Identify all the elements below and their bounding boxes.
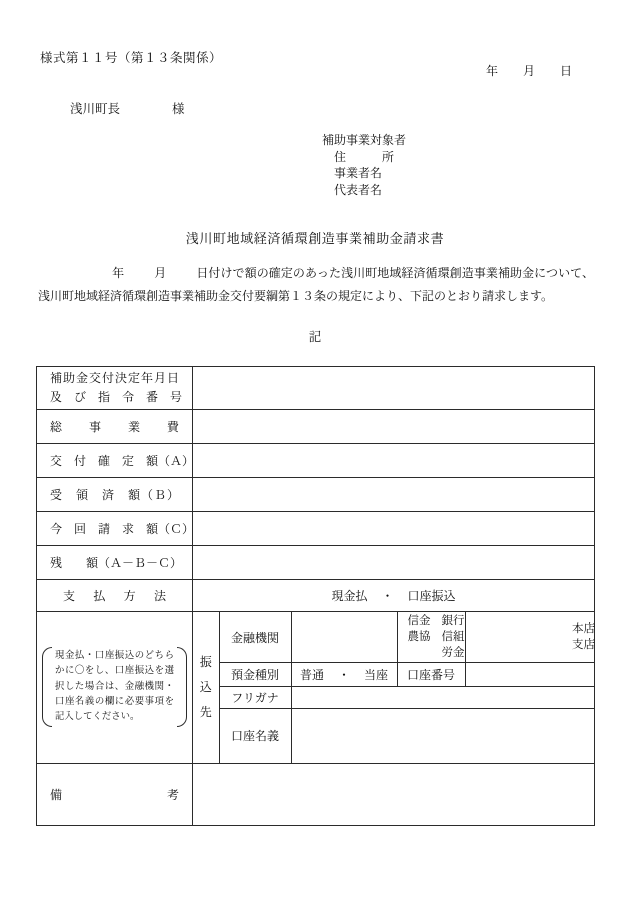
row-label-decision-date: 補助金交付決定年月日 及 び 指 令 番 号 <box>37 367 193 410</box>
row-label-remarks: 備 考 <box>37 763 193 825</box>
furigana-input[interactable] <box>291 687 595 709</box>
addressee-line <box>70 99 185 117</box>
addressee-name: 浅川町長 <box>70 102 121 116</box>
row-value-total-project-cost[interactable] <box>193 410 595 444</box>
body-line-2: 川町地域経済循環創造事業補助金交付要綱第１３条の規定により、下記のとおり請求します。 <box>50 289 554 303</box>
row-value-confirmed-amount-a[interactable] <box>193 444 595 478</box>
bank-type-shinkumi[interactable]: 信組 <box>441 631 465 643</box>
transfer-vertical-label: 振 込 先 <box>193 612 219 763</box>
date-day-label: 日 <box>560 64 573 78</box>
row-value-received-amount-b[interactable] <box>193 478 595 512</box>
body-line-1: 日付けで額の確定のあった浅川町地域経済循環創造事業補助金について、浅 <box>38 266 594 303</box>
body-month-label: 月 <box>154 266 167 280</box>
bank-branch-sub[interactable]: 支店 <box>572 639 595 651</box>
account-name-input[interactable] <box>291 709 595 763</box>
deposit-type-row <box>193 663 595 687</box>
date-line <box>486 62 572 79</box>
date-year-label: 年 <box>486 64 499 78</box>
transfer-details-cell <box>193 612 595 764</box>
table-row <box>37 546 595 580</box>
table-row <box>37 367 595 410</box>
payment-option-transfer[interactable]: 口座振込 <box>407 589 456 603</box>
row-label-received-amount-b: 受 領 済 額（Ｂ） <box>37 478 193 512</box>
furigana-row <box>193 687 595 709</box>
bank-type-rokin[interactable]: 労金 <box>441 647 465 659</box>
bank-type-nokyo[interactable]: 農協 <box>407 631 431 643</box>
row-label-total-project-cost: 総 事 業 費 <box>37 410 193 444</box>
document-title: 浅川町地域経済循環創造事業補助金請求書 <box>185 231 445 246</box>
ki-marker: 記 <box>308 330 322 344</box>
applicant-address-label: 住 所 <box>334 149 395 164</box>
deposit-type-ordinary[interactable]: 普通 <box>299 668 324 682</box>
deposit-type-current[interactable]: 当座 <box>364 668 389 682</box>
row-value-balance[interactable] <box>193 546 595 580</box>
form-number: 様式第１１号（第１３条関係） <box>40 51 223 65</box>
bank-type-shinkin[interactable]: 信金 <box>407 615 431 627</box>
bank-institution-row <box>193 612 595 663</box>
row-value-remarks[interactable] <box>193 763 595 825</box>
account-name-label: 口座名義 <box>219 709 291 763</box>
row-label-claim-amount-c: 今 回 請 求 額（Ｃ） <box>37 512 193 546</box>
applicant-representative-label: 代表者名 <box>334 182 383 197</box>
transfer-table <box>193 612 595 763</box>
bank-type-ginko[interactable]: 銀行 <box>441 615 465 627</box>
row-value-decision-date[interactable] <box>193 367 595 410</box>
date-month-label: 月 <box>523 64 536 78</box>
table-row <box>37 512 595 546</box>
payment-option-separator: ・ <box>381 589 394 603</box>
bank-branch-options <box>465 612 595 663</box>
table-row <box>37 410 595 444</box>
deposit-type-separator: ・ <box>337 668 350 682</box>
row-label-payment-method: 支 払 方 法 <box>37 580 193 612</box>
bank-branch-main[interactable]: 本店 <box>572 623 595 635</box>
payment-note-cell <box>37 612 193 764</box>
row-label-confirmed-amount-a: 交 付 確 定 額（Ａ） <box>37 444 193 478</box>
account-name-row <box>193 709 595 763</box>
row-value-claim-amount-c[interactable] <box>193 512 595 546</box>
deposit-type-label: 預金種別 <box>219 663 291 687</box>
applicant-heading: 補助事業対象者 <box>322 133 407 147</box>
body-year-label: 年 <box>112 266 125 280</box>
deposit-type-options <box>291 663 397 687</box>
bank-institution-label: 金融機関 <box>219 612 291 663</box>
addressee-honorific: 様 <box>172 102 185 116</box>
bank-type-options <box>397 612 465 663</box>
transfer-details-row <box>37 612 595 764</box>
account-number-label: 口座番号 <box>397 663 465 687</box>
body-paragraph <box>38 262 594 308</box>
table-row <box>37 444 595 478</box>
payment-note: 現金払・口座振込のどちらかに〇をし、口座振込を選択した場合は、金融機関・口座名義の欄に必要事項を記入してください。 <box>42 646 187 728</box>
payment-method-row <box>37 580 595 612</box>
table-row <box>37 478 595 512</box>
furigana-label: フリガナ <box>219 687 291 709</box>
account-number-input[interactable] <box>465 663 595 687</box>
claim-table <box>36 366 595 826</box>
payment-option-cash[interactable]: 現金払 <box>331 589 368 603</box>
applicant-business-label: 事業者名 <box>334 166 383 180</box>
remarks-row <box>37 763 595 825</box>
row-label-balance: 残 額（Ａ－Ｂ－Ｃ） <box>37 546 193 580</box>
bank-institution-input[interactable] <box>291 612 397 663</box>
applicant-block <box>322 132 406 198</box>
payment-method-options <box>193 580 595 612</box>
